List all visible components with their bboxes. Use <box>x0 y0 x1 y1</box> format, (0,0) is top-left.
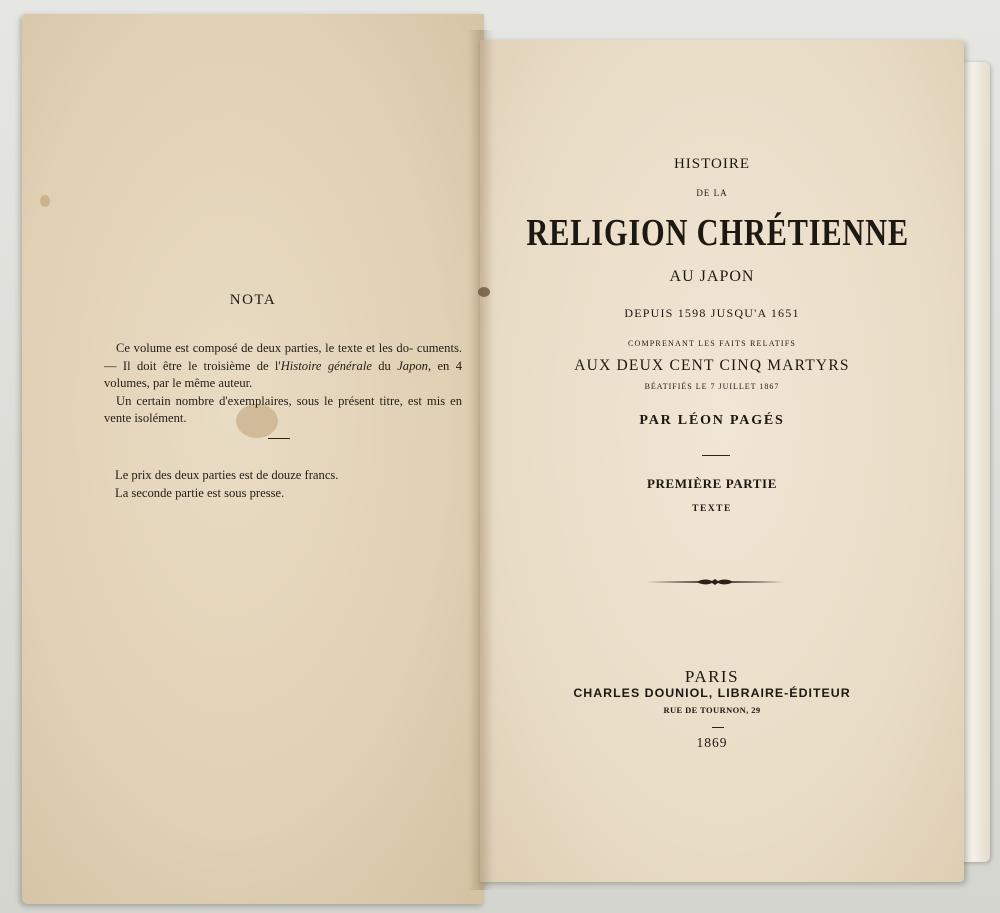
part-label: PREMIÈRE PARTIE <box>646 476 777 491</box>
nota-line: cuments. — Il doit être le troisième de l' <box>104 341 462 373</box>
price-line: Le prix des deux parties est de douze francs. <box>115 468 339 482</box>
press-line: La seconde partie est sous presse. <box>115 486 285 500</box>
nota-line: du <box>371 358 391 373</box>
nota-line: Ce volume est composé de deux parties, le texte et les do- <box>116 341 414 355</box>
book-reference: Japon <box>397 358 428 373</box>
comprenant-line: COMPRENANT LES FAITS RELATIFS <box>627 339 797 348</box>
city-line: PARIS <box>684 667 740 686</box>
martyrs-line: AUX DEUX CENT CINQ MARTYRS <box>574 357 850 374</box>
nota-paragraph-1 <box>104 340 462 393</box>
nota-heading: NOTA <box>229 292 277 308</box>
address-line: RUE DE TOURNON, 29 <box>663 705 761 715</box>
divider-rule <box>712 727 724 728</box>
title-de-la: DE LA <box>696 188 728 198</box>
texte-label: TEXTE <box>692 504 732 514</box>
author-line: PAR LÉON PAGÉS <box>639 413 785 428</box>
nota-body <box>104 340 462 428</box>
nota-line: Un certain nombre d'exemplaires, sous le présent titre, est <box>116 393 422 408</box>
year-line: 1869 <box>696 735 728 750</box>
date-range: DEPUIS 1598 JUSQU'A 1651 <box>624 306 800 320</box>
left-page <box>22 14 484 904</box>
beatifies-line: BÉATIFIÉS LE 7 JUILLET 1867 <box>644 382 780 391</box>
ornament-divider <box>646 576 784 588</box>
price-note <box>115 466 455 502</box>
nota-line: , en 4 volumes, par le même auteur. <box>104 358 462 391</box>
stain-mark <box>40 195 50 207</box>
nota-line: mis en vente isolément. <box>104 393 462 426</box>
divider-rule <box>268 438 290 439</box>
subtitle-au-japon: AU JAPON <box>669 268 755 285</box>
divider-rule <box>702 455 730 456</box>
title-histoire: HISTOIRE <box>673 156 751 172</box>
main-title: RELIGION CHRÉTIENNE <box>526 212 910 254</box>
nota-paragraph-2 <box>104 393 462 428</box>
book-reference: Histoire générale <box>280 358 372 373</box>
publisher-line: CHARLES DOUNIOL, LIBRAIRE-ÉDITEUR <box>573 686 851 700</box>
